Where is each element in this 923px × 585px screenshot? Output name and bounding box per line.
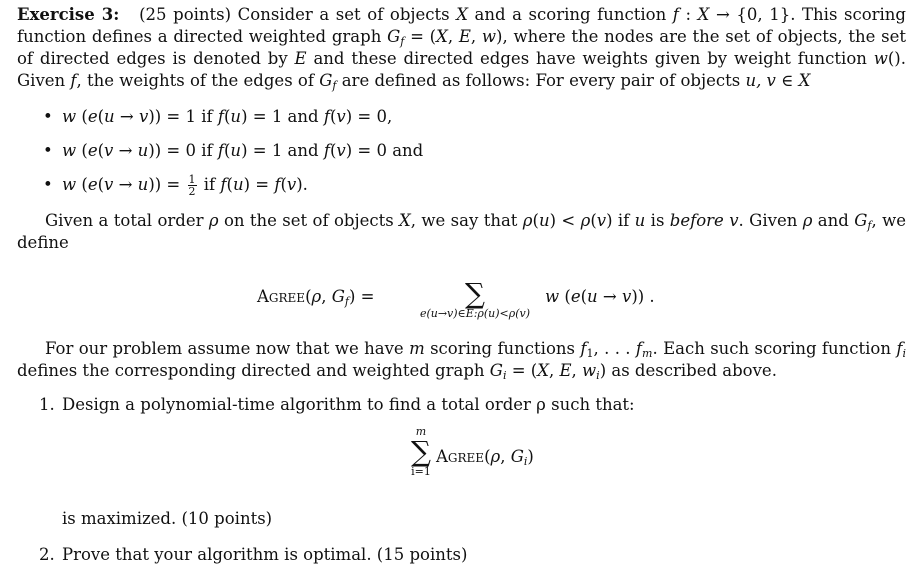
weight-rules-list bbox=[17, 106, 906, 208]
order-paragraph: Given a total order ρ on the set of objects X, we say that ρ(u) < ρ(v) if u is before v. Given ρ and $G_f$, we define bbox=[17, 211, 906, 252]
task-list bbox=[17, 394, 906, 566]
agree-summand: w (e(u → v)) . bbox=[545, 287, 655, 306]
agree-sum: ∑ e(u→v)∈E:ρ(u)<ρ(v) bbox=[419, 277, 531, 320]
agree-equation bbox=[17, 260, 906, 318]
weight-rule-3: • w (e(v → u)) = $\frac{1}{2}$ if f(u) = f(v). bbox=[17, 174, 906, 208]
task-1-number: 1. bbox=[39, 395, 55, 414]
weight-rule-1: • w (e(u → v)) = 1 if f(u) = 1 and f(v) = 0, bbox=[17, 106, 906, 140]
exercise-title: Exercise 3: bbox=[17, 5, 120, 24]
task-1-summand: Agree(ρ, $G_i$) bbox=[436, 447, 534, 468]
problem-paragraph: For our problem assume now that we have m scoring functions $f_1$, . . . $f_m$. Each such scoring function $f_i$ defines the corresponding directed and weighted graph $G_i = (X$, E, $w_i$) as described above. bbox=[17, 339, 906, 382]
task-1 bbox=[17, 394, 906, 530]
agree-lhs: Agree(ρ, $G_f$) = bbox=[257, 287, 375, 308]
task-1-after: is maximized. (10 points) bbox=[62, 509, 273, 528]
task-1-text: Design a polynomial-time algorithm to find a total order ρ such that: bbox=[62, 395, 635, 414]
task-2-number: 2. bbox=[39, 545, 55, 564]
exercise-points: (25 points) bbox=[139, 5, 232, 24]
task-1-sum-equation bbox=[62, 426, 906, 504]
one-half-fraction: $\frac{1}{2}$ bbox=[188, 173, 196, 198]
task-2-text: Prove that your algorithm is optimal. (15 points) bbox=[62, 545, 468, 564]
task-1-sum: m ∑ i=1 bbox=[411, 425, 431, 478]
exercise-intro: Exercise 3: (25 points) Consider a set of objects X and a scoring function f : X → {0, 1}. This scoring function defines a directed weighted graph $G_f = (X$, E, w), where the nodes are the set of objects, the set of directed edges is denoted by E and these directed edges have weights given by weight function w(). Given f, the weights of the edges of $G_f$ are defined as follows: For every pair of objects u, v ∈ X bbox=[17, 5, 906, 92]
weight-rule-2: • w (e(v → u)) = 0 if f(u) = 1 and f(v) = 0 and bbox=[17, 140, 906, 174]
task-2 bbox=[17, 544, 906, 566]
